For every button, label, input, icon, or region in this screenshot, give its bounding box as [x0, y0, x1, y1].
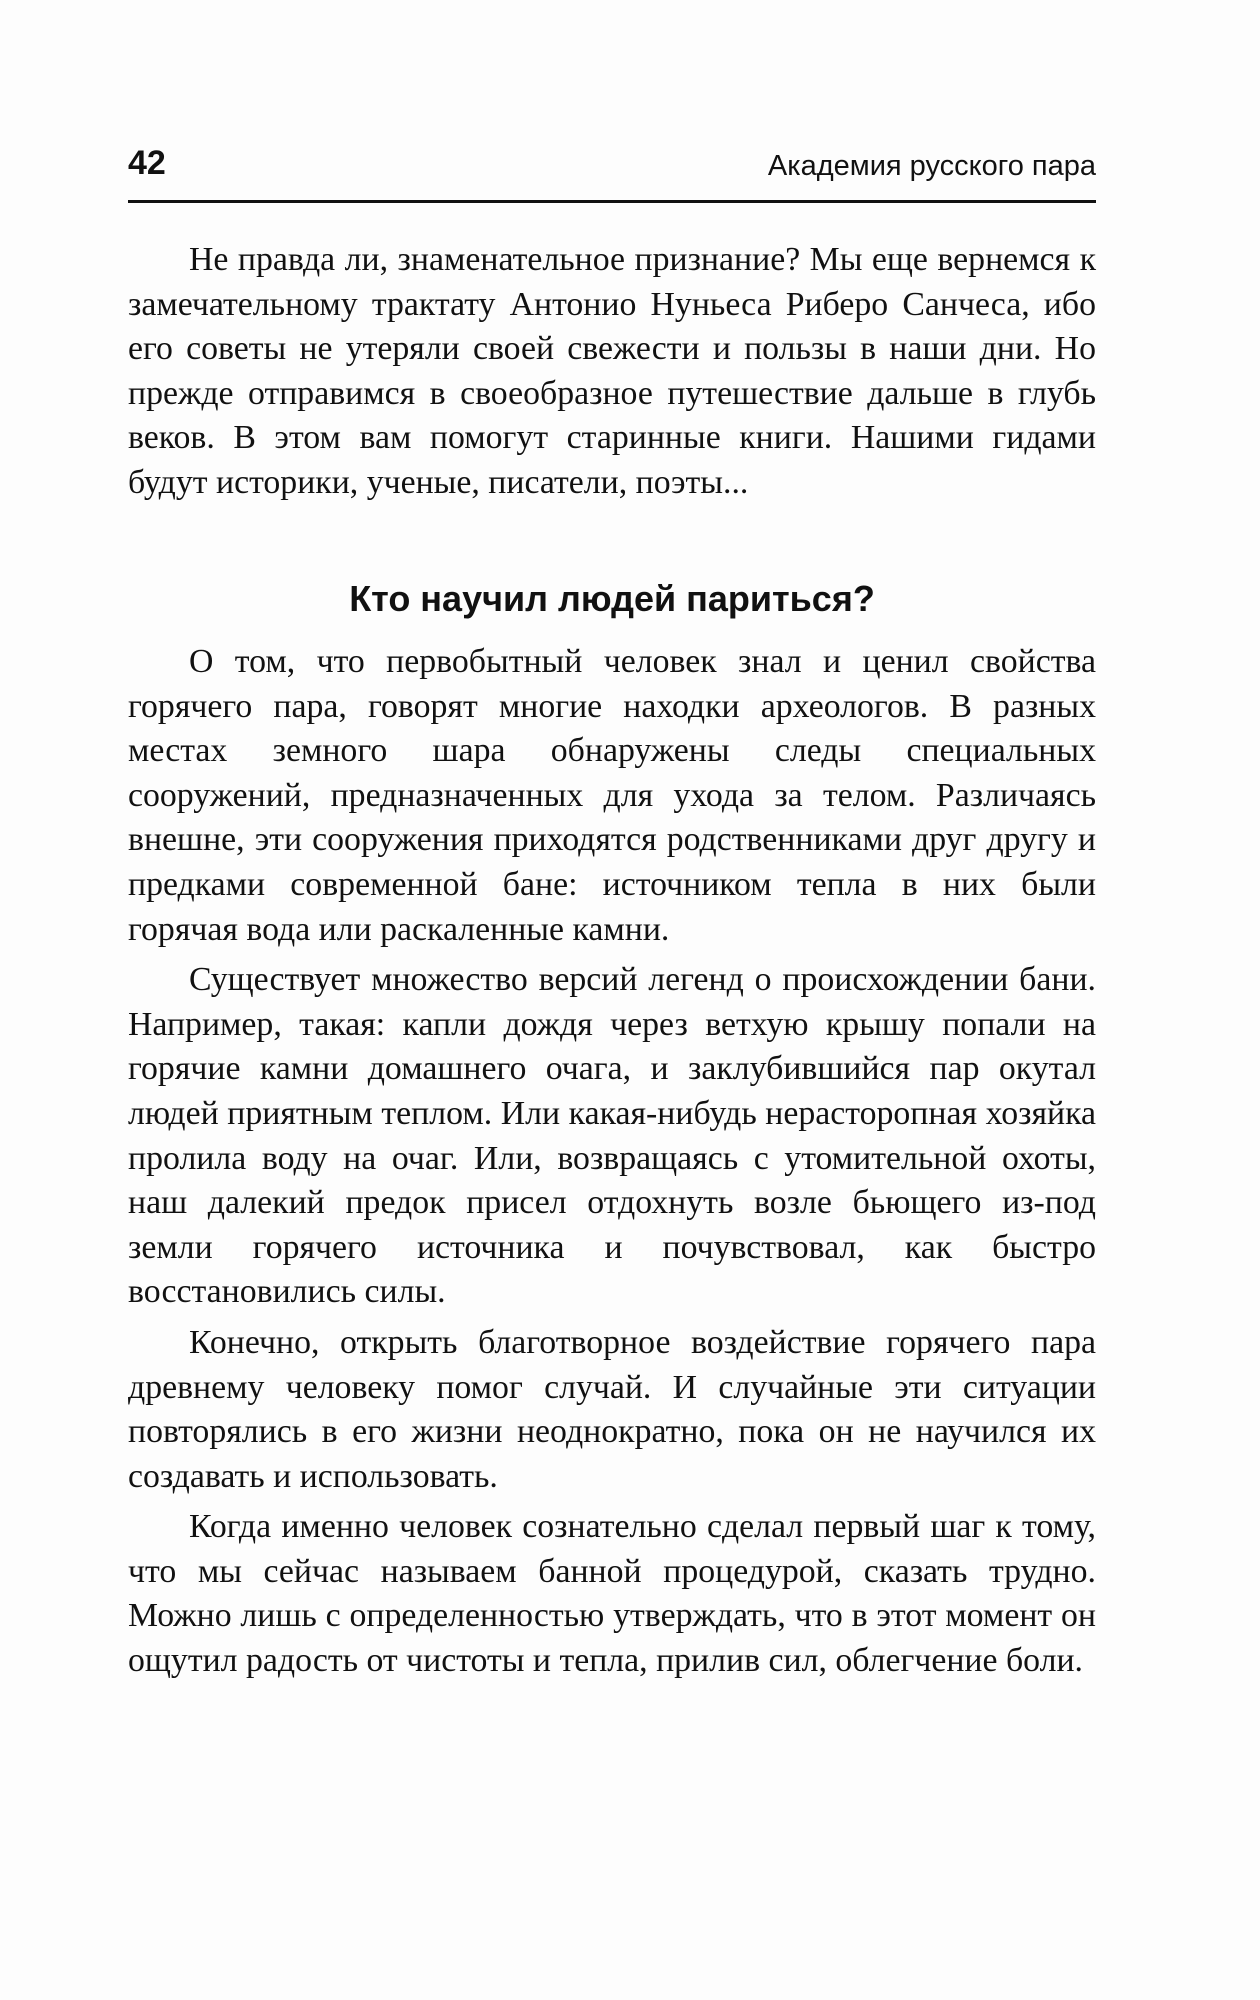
- body-paragraph: Существует множество версий легенд о происхождении бани. Например, такая: капли дождя через ветхую крышу попали на горячие камни домашнего очага, и заклубившийся пар окутал людей приятным теплом. Или какая-нибудь нерасторопная хозяйка пролила воду на очаг. Или, возвращаясь с утомительной охоты, наш далекий предок присел отдохнуть возле бьющего из-под земли горячего источника и почувствовал, как быстро восстановились силы.: [128, 961, 1096, 1311]
- section-heading: Кто научил людей париться?: [349, 578, 875, 619]
- intro-paragraph: Не правда ли, знаменательное признание? Мы еще вернемся к замечательному трактату Антонио Нуньеса Риберо Санчеса, ибо его советы не утеряли своей свежести и пользы в наши дни. Но прежде отправимся в своеобразное путешествие дальше в глубь веков. В этом вам помогут старинные книги. Нашими гидами будут историки, ученые, писатели, поэты...: [128, 241, 1096, 501]
- section-body: [128, 640, 1096, 1690]
- page-header: [128, 140, 1096, 203]
- intro-block: [128, 238, 1096, 512]
- running-title: Академия русского пара: [767, 150, 1096, 182]
- body-paragraph: О том, что первобытный человек знал и ценил свойства горячего пара, говорят многие находки археологов. В разных местах земного шара обнаружены следы специальных сооружений, предназначенных для ухода за телом. Различаясь внешне, эти сооружения приходятся родственниками друг другу и предками современной бане: источником тепла в них были горячая вода или раскаленные камни.: [128, 643, 1096, 948]
- page-number: 42: [128, 144, 166, 182]
- body-paragraph: Конечно, открыть благотворное воздействие горячего пара древнему человеку помог случай. И случайные эти ситуации повторялись в его жизни неоднократно, пока он не научился их создавать и использовать.: [128, 1323, 1096, 1495]
- body-paragraph: Когда именно человек сознательно сделал первый шаг к тому, что мы сейчас называем банной процедурой, сказать трудно. Можно лишь с определенностью утверждать, что в этот момент он ощутил радость от чистоты и тепла, прилив сил, облегчение боли.: [128, 1508, 1096, 1680]
